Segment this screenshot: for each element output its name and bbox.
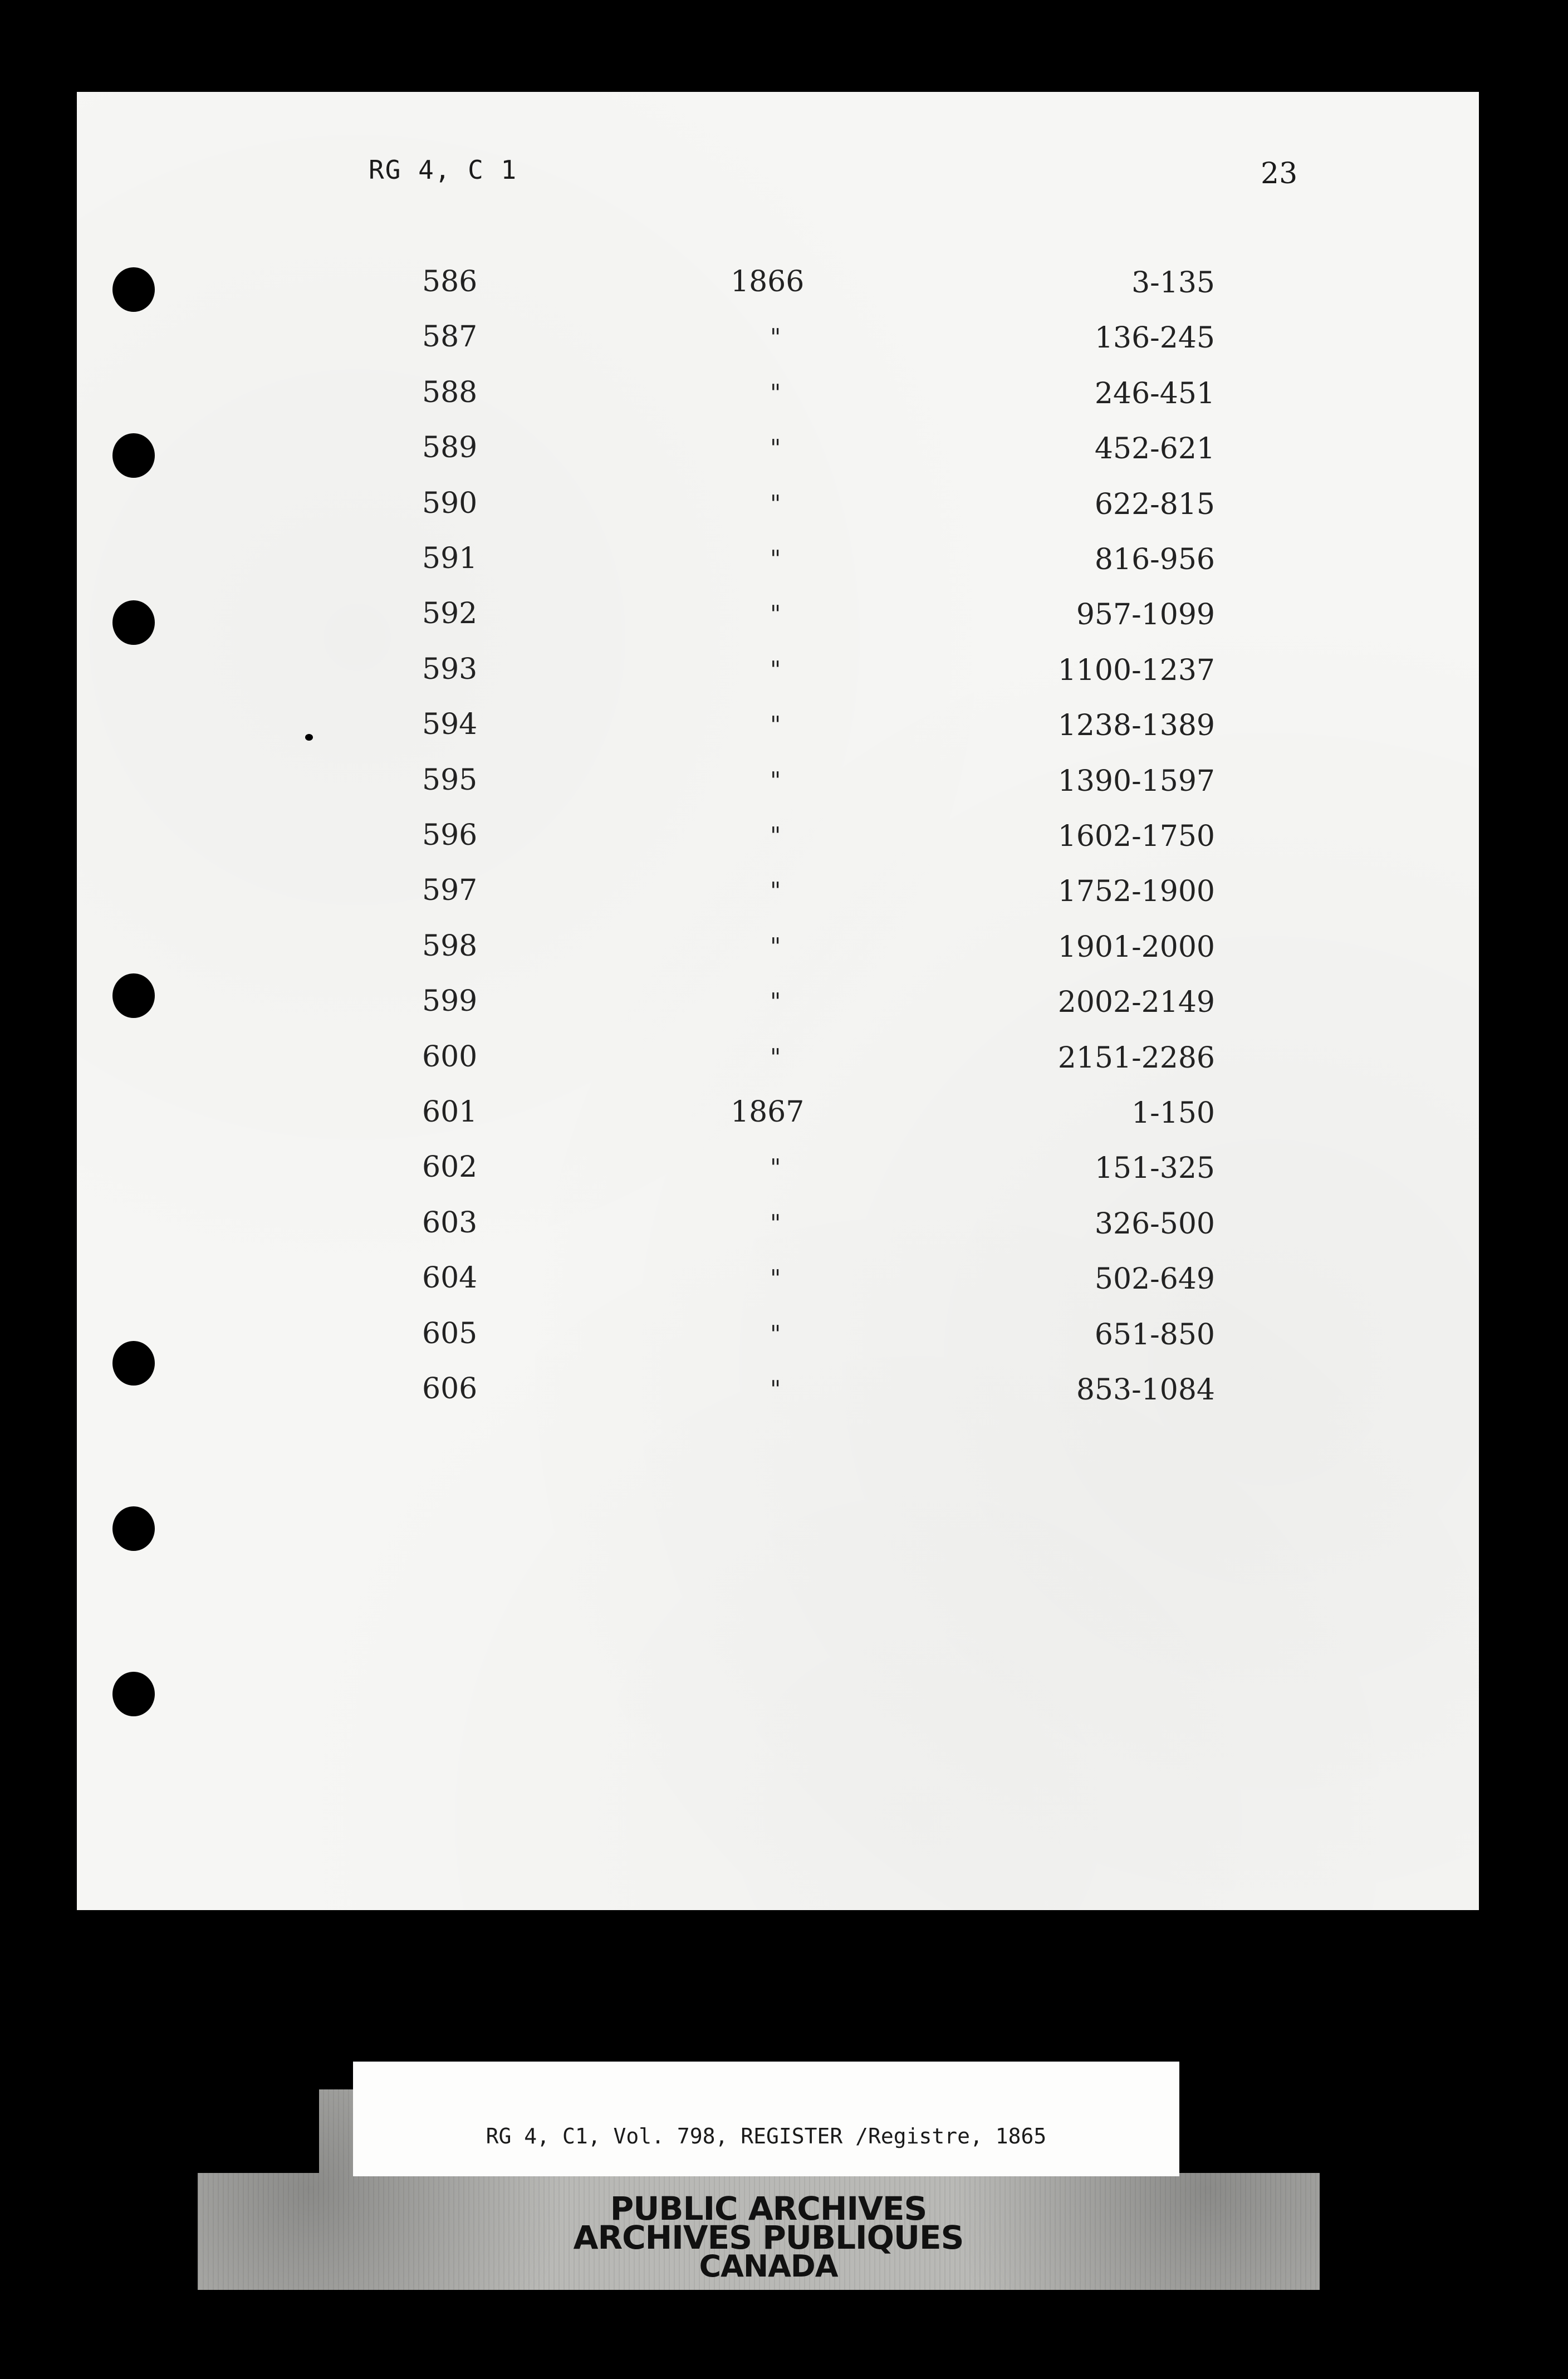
year-cell: " [770,490,781,517]
page-range: 136-245 [1094,321,1215,355]
page-range: 452-621 [1094,432,1215,466]
volume-number: 597 [422,874,478,907]
year-cell: " [770,988,781,1015]
archive-label-card [353,2062,1179,2176]
volume-number: 606 [422,1372,478,1406]
page-range: 502-649 [1094,1262,1215,1296]
archive-reference: RG 4, C 1 [369,155,518,185]
page-range: 1390-1597 [1057,765,1215,798]
table-row [0,431,1568,481]
page-range: 326-500 [1094,1207,1215,1241]
volume-number: 604 [422,1261,478,1295]
year-cell: " [770,324,781,351]
volume-number: 595 [422,763,478,797]
volume-number: 601 [422,1095,478,1129]
table-row [0,1040,1568,1090]
page-range: 622-815 [1094,488,1215,521]
archives-stamp [490,2190,1047,2284]
page-range: 1752-1900 [1057,875,1215,908]
page-range: 1100-1237 [1057,654,1215,687]
page-range: 1602-1750 [1057,820,1215,853]
table-row [0,320,1568,370]
table-row [0,763,1568,814]
label-caption: RG 4, C1, Vol. 798, REGISTER /Registre, 1865 [486,2124,1047,2148]
page-range: 246-451 [1094,377,1215,410]
volume-number: 589 [422,431,478,464]
year-cell: 1867 [731,1095,805,1129]
page-range: 853-1084 [1076,1373,1215,1407]
table-row [0,1317,1568,1367]
year-cell: " [770,656,781,683]
table-row [0,653,1568,703]
year-cell: 1866 [731,265,805,298]
table-row [0,708,1568,758]
year-cell: " [770,379,781,407]
year-cell: " [770,1044,781,1071]
page-range: 1901-2000 [1057,931,1215,964]
volume-number: 592 [422,597,478,630]
table-row [0,376,1568,426]
label-notch [198,2089,319,2173]
year-cell: " [770,822,781,849]
volume-number: 603 [422,1206,478,1240]
year-cell: " [770,545,781,572]
stamp-line-2: ARCHIVES PUBLIQUES [573,2219,964,2256]
year-cell: " [770,767,781,794]
year-cell: " [770,711,781,738]
volume-number: 587 [422,320,478,354]
table-row [0,542,1568,592]
year-cell: " [770,1265,781,1292]
year-cell: " [770,600,781,628]
page-range: 651-850 [1094,1318,1215,1352]
year-cell: " [770,1375,781,1403]
page-range: 151-325 [1094,1152,1215,1185]
binder-hole [112,1506,155,1551]
year-cell: " [770,1320,781,1348]
table-row [0,265,1568,315]
table-row [0,874,1568,924]
page-range: 2002-2149 [1057,986,1215,1019]
table-row [0,1372,1568,1422]
table-row [0,1261,1568,1311]
year-cell: " [770,1210,781,1237]
volume-number: 588 [422,376,478,409]
volume-number: 593 [422,653,478,686]
volume-number: 586 [422,265,478,298]
year-cell: " [770,933,781,960]
stamp-line-1: PUBLIC ARCHIVES [610,2190,927,2228]
volume-number: 605 [422,1317,478,1350]
page-range: 816-956 [1094,543,1215,576]
page-number: 23 [1261,157,1298,190]
binder-hole [112,1672,155,1716]
table-row [0,1206,1568,1256]
volume-number: 598 [422,929,478,963]
year-cell: " [770,877,781,904]
volume-number: 599 [422,985,478,1018]
volume-number: 594 [422,708,478,741]
volume-number: 591 [422,542,478,575]
table-row [0,487,1568,537]
page-range: 3-135 [1131,266,1215,300]
volume-number: 600 [422,1040,478,1074]
page-range: 1-150 [1131,1097,1215,1130]
label-notch [1178,2089,1320,2173]
stamp-line-3: CANADA [699,2249,838,2284]
volume-number: 596 [422,819,478,852]
table-row [0,1151,1568,1201]
table-row [0,1095,1568,1146]
year-cell: " [770,434,781,462]
table-row [0,929,1568,980]
page-range: 957-1099 [1076,598,1215,632]
page-range: 1238-1389 [1057,709,1215,742]
table-row [0,819,1568,869]
volume-number: 602 [422,1151,478,1184]
table-row [0,597,1568,647]
page-range: 2151-2286 [1057,1041,1215,1075]
volume-number: 590 [422,487,478,520]
year-cell: " [770,1154,781,1181]
table-row [0,985,1568,1035]
